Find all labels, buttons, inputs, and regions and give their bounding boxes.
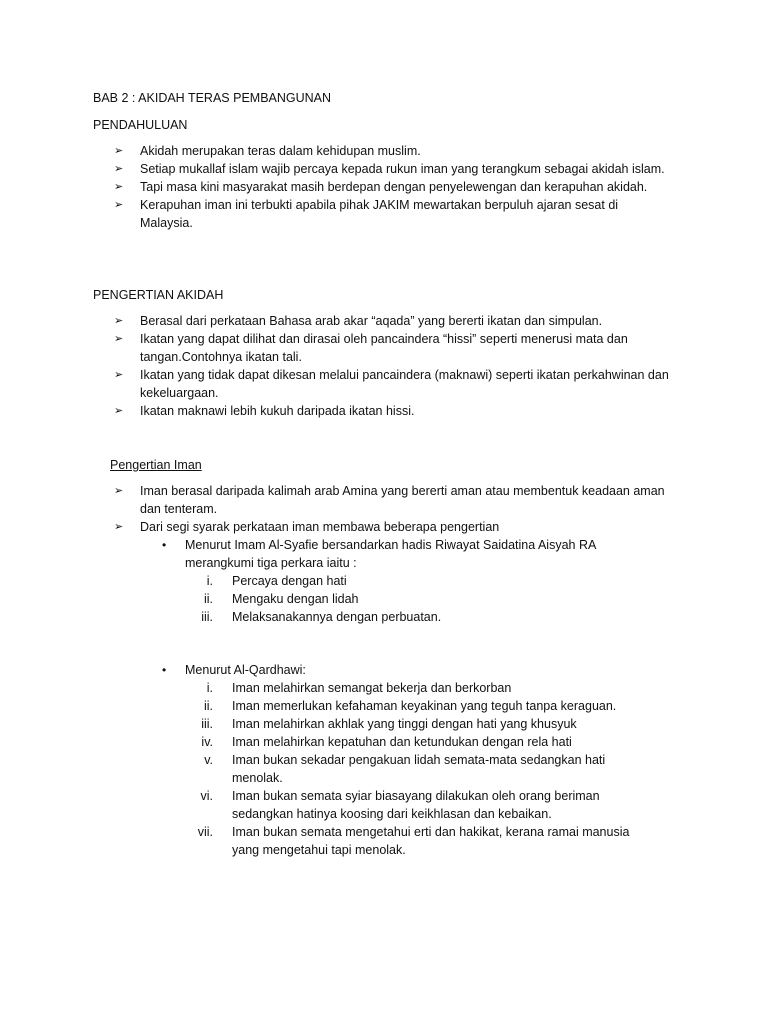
list-item: vi. Iman bukan semata syiar biasayang dilakukan oleh orang beriman sedangkan hatinya koosing dari keikhlasan dan kebaikan. — [200, 789, 600, 821]
arrow-bullet-icon: ➢ — [114, 369, 124, 381]
arrow-bullet-icon: ➢ — [114, 521, 124, 533]
list-item: • Menurut Imam Al-Syafie bersandarkan hadis Riwayat Saidatina Aisyah RA merangkumi tiga perkara iaitu : i. Percaya dengan hati ii. Mengaku dengan lidah iii. Melaksanakannya dengan perbuatan. — [160, 536, 640, 626]
list-item: ➢ Ikatan yang dapat dilihat dan dirasai oleh pancaindera “hissi” seperti menerusi mata dan tangan.Contohnya ikatan tali. — [114, 332, 628, 364]
list-item: ➢ Tapi masa kini masyarakat masih berdepan dengan penyelewengan dan kerapuhan akidah. — [114, 180, 648, 194]
arrow-bullet-icon: ➢ — [114, 181, 124, 193]
section-heading-pengertian-akidah: PENGERTIAN AKIDAH — [93, 288, 224, 302]
bullet-dot-icon: • — [162, 538, 167, 552]
list-item: ➢ Dari segi syarak perkataan iman membawa beberapa pengertian — [114, 520, 500, 534]
list-item: iii. Iman melahirkan akhlak yang tinggi dengan hati yang khusyuk — [201, 717, 577, 731]
list-item: i. Iman melahirkan semangat bekerja dan berkorban — [206, 681, 512, 695]
syafie-points — [185, 572, 640, 626]
list-item: ➢ Ikatan yang tidak dapat dikesan melalui pancaindera (maknawi) seperti ikatan perkahwinan dan kekeluargaan. — [114, 368, 669, 400]
section-heading-pendahuluan: PENDAHULUAN — [93, 118, 188, 132]
section-heading-pengertian-iman: Pengertian Iman — [110, 458, 202, 472]
list-item: ii. Iman memerlukan kefahaman keyakinan yang teguh tanpa keraguan. — [203, 699, 617, 713]
list-item: iii. Melaksanakannya dengan perbuatan. — [201, 610, 442, 624]
pengertian-akidah-list — [114, 312, 674, 420]
qardhawi-points — [185, 679, 640, 859]
qardhawi-list — [160, 661, 640, 859]
arrow-bullet-icon: ➢ — [114, 145, 124, 157]
arrow-bullet-icon: ➢ — [114, 315, 124, 327]
list-item: ➢ Setiap mukallaf islam wajib percaya kepada rukun iman yang terangkum sebagai akidah islam. — [114, 162, 665, 176]
arrow-bullet-icon: ➢ — [114, 333, 124, 345]
list-item: ➢ Akidah merupakan teras dalam kehidupan muslim. — [114, 144, 421, 158]
syafie-list — [160, 536, 640, 626]
pengertian-iman-list — [114, 482, 674, 536]
bullet-dot-icon: • — [162, 663, 167, 677]
arrow-bullet-icon: ➢ — [114, 405, 124, 417]
arrow-bullet-icon: ➢ — [114, 163, 124, 175]
list-item: i. Percaya dengan hati — [206, 574, 347, 588]
list-item: ii. Mengaku dengan lidah — [203, 592, 359, 606]
arrow-bullet-icon: ➢ — [114, 199, 124, 211]
list-item: ➢ Iman berasal daripada kalimah arab Amina yang bererti aman atau membentuk keadaan aman dan tenteram. — [114, 484, 665, 516]
list-item: v. Iman bukan sekadar pengakuan lidah semata-mata sedangkan hati menolak. — [204, 753, 606, 785]
list-item: ➢ Berasal dari perkataan Bahasa arab akar “aqada” yang bererti ikatan dan simpulan. — [114, 314, 603, 328]
list-item: ➢ Kerapuhan iman ini terbukti apabila pihak JAKIM mewartakan berpuluh ajaran sesat di Malaysia. — [114, 198, 619, 230]
list-item: • Menurut Al-Qardhawi: i. Iman melahirkan semangat bekerja dan berkorban ii. Iman memerlukan kefahaman keyakinan yang teguh tanpa keraguan. iii. Iman melahirkan akhlak yang tinggi dengan hati yang khusyuk iv. Iman melahirkan kepatuhan dan ketundukan dengan rela hati v. Iman bukan sekadar pengakuan lidah semata-mata sedangkan hati menolak. vi. Iman bukan semata syiar biasayang dilakukan oleh orang beriman sedangkan hatinya koosing dari keikhlasan dan kebaikan. vii. Iman bukan semata mengetahui erti dan hakikat, kerana ramai manusia yang mengetahui tapi menolak. — [160, 661, 640, 859]
arrow-bullet-icon: ➢ — [114, 485, 124, 497]
document-title: BAB 2 : AKIDAH TERAS PEMBANGUNAN — [93, 91, 332, 105]
list-item: vii. Iman bukan semata mengetahui erti dan hakikat, kerana ramai manusia yang mengetahui tapi menolak. — [197, 825, 630, 857]
pendahuluan-list — [114, 142, 674, 232]
list-item: ➢ Ikatan maknawi lebih kukuh daripada ikatan hissi. — [114, 404, 415, 418]
list-item: iv. Iman melahirkan kepatuhan dan ketundukan dengan rela hati — [201, 735, 572, 749]
